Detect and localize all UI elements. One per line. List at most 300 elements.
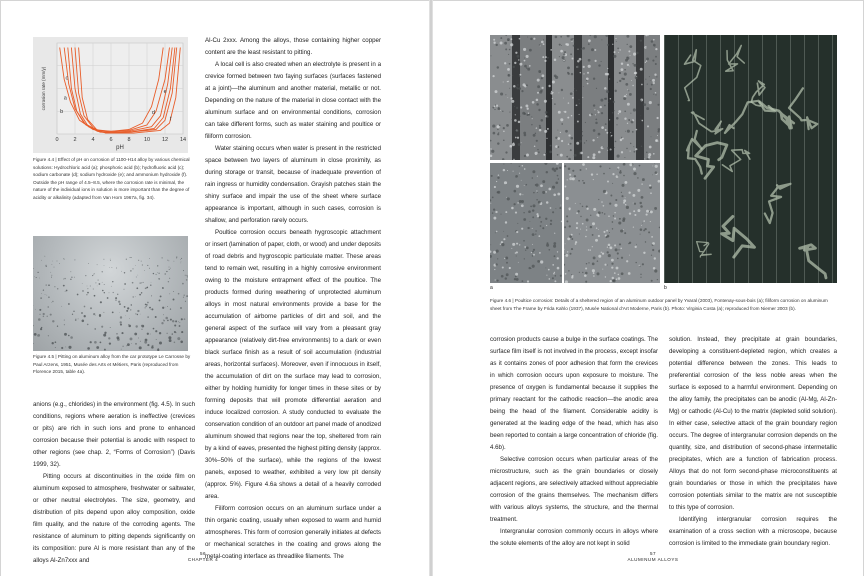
speckle-mark bbox=[596, 227, 597, 228]
speckle-mark bbox=[513, 142, 514, 143]
speckle-mark bbox=[633, 108, 636, 111]
pit-mark bbox=[174, 324, 176, 326]
speckle-mark bbox=[627, 130, 630, 133]
pit-mark bbox=[47, 316, 48, 317]
figure-4-5-pitting-photo bbox=[33, 236, 188, 351]
speckle-mark bbox=[583, 182, 585, 184]
speckle-mark bbox=[646, 152, 648, 154]
speckle-mark bbox=[655, 48, 657, 50]
speckle-mark bbox=[612, 44, 613, 45]
speckle-mark bbox=[494, 186, 496, 188]
speckle-mark bbox=[497, 133, 499, 135]
pit-mark bbox=[187, 276, 188, 277]
speckle-mark bbox=[534, 146, 536, 148]
speckle-mark bbox=[595, 114, 596, 115]
pit-mark bbox=[147, 344, 149, 346]
speckle-mark bbox=[641, 120, 643, 122]
speckle-mark bbox=[585, 122, 586, 123]
pit-mark bbox=[142, 264, 143, 265]
pit-mark bbox=[64, 333, 67, 336]
speckle-mark bbox=[624, 73, 627, 76]
pit-mark bbox=[159, 299, 161, 301]
speckle-mark bbox=[652, 165, 653, 166]
speckle-mark bbox=[617, 252, 619, 254]
speckle-mark bbox=[557, 267, 560, 270]
speckle-mark bbox=[645, 62, 646, 63]
pit-mark bbox=[149, 258, 150, 259]
speckle-mark bbox=[532, 209, 534, 211]
pit-mark bbox=[141, 329, 142, 330]
speckle-mark bbox=[527, 227, 529, 229]
speckle-mark bbox=[505, 257, 508, 260]
speckle-mark bbox=[610, 195, 612, 197]
speckle-mark bbox=[614, 244, 616, 246]
pit-mark bbox=[55, 347, 56, 348]
pit-mark bbox=[128, 324, 129, 325]
pit-mark bbox=[41, 327, 42, 328]
speckle-mark bbox=[567, 251, 568, 252]
speckle-mark bbox=[536, 213, 538, 215]
pit-mark bbox=[102, 290, 104, 292]
pit-mark bbox=[45, 294, 46, 295]
speckle-mark bbox=[574, 123, 575, 124]
speckle-mark bbox=[649, 101, 652, 104]
speckle-mark bbox=[525, 104, 528, 107]
speckle-mark bbox=[526, 67, 528, 69]
speckle-mark bbox=[652, 60, 654, 62]
speckle-mark bbox=[491, 175, 493, 177]
speckle-mark bbox=[574, 88, 575, 89]
speckle-mark bbox=[555, 137, 557, 139]
pit-mark bbox=[150, 285, 151, 286]
pit-mark bbox=[52, 261, 53, 262]
speckle-mark bbox=[528, 210, 531, 213]
pit-mark bbox=[183, 270, 184, 271]
speckle-mark bbox=[543, 39, 544, 40]
speckle-mark bbox=[569, 174, 571, 176]
pit-mark bbox=[39, 278, 40, 279]
speckle-mark bbox=[617, 82, 618, 83]
speckle-mark bbox=[544, 100, 547, 103]
speckle-mark bbox=[611, 266, 613, 268]
pit-mark bbox=[71, 277, 72, 278]
speckle-mark bbox=[624, 157, 625, 158]
speckle-mark bbox=[502, 158, 504, 160]
speckle-mark bbox=[596, 173, 598, 175]
speckle-mark bbox=[564, 226, 566, 228]
pit-mark bbox=[139, 346, 142, 349]
pit-mark bbox=[165, 307, 166, 308]
speckle-mark bbox=[540, 221, 542, 223]
speckle-mark bbox=[532, 177, 534, 179]
pit-mark bbox=[99, 314, 101, 316]
y-axis-label: corrosion rate (mm/y) bbox=[41, 66, 46, 111]
pit-mark bbox=[116, 336, 119, 339]
speckle-mark bbox=[599, 165, 601, 167]
speckle-mark bbox=[607, 181, 609, 183]
speckle-mark bbox=[505, 48, 507, 50]
pit-mark bbox=[46, 295, 47, 296]
speckle-mark bbox=[591, 113, 593, 115]
speckle-mark bbox=[517, 84, 518, 85]
speckle-mark bbox=[541, 41, 544, 44]
speckle-mark bbox=[556, 163, 559, 165]
speckle-mark bbox=[633, 146, 634, 147]
pit-mark bbox=[169, 339, 172, 342]
pit-mark bbox=[48, 306, 49, 307]
pit-mark bbox=[180, 263, 181, 264]
speckle-mark bbox=[532, 170, 535, 173]
speckle-mark bbox=[614, 272, 616, 274]
speckle-mark bbox=[603, 173, 605, 175]
speckle-mark bbox=[640, 266, 641, 267]
pit-mark bbox=[176, 257, 177, 258]
speckle-mark bbox=[621, 63, 623, 65]
speckle-mark bbox=[514, 62, 516, 64]
pit-mark bbox=[173, 261, 174, 262]
pit-mark bbox=[94, 328, 95, 329]
speckle-mark bbox=[561, 123, 563, 125]
pit-mark bbox=[126, 259, 127, 260]
speckle-mark bbox=[588, 39, 591, 42]
speckle-mark bbox=[562, 56, 565, 59]
pit-mark bbox=[141, 282, 142, 283]
speckle-mark bbox=[492, 125, 495, 128]
speckle-mark bbox=[621, 272, 624, 275]
pit-mark bbox=[87, 324, 89, 326]
speckle-mark bbox=[504, 181, 507, 184]
speckle-mark bbox=[514, 119, 517, 122]
speckle-mark bbox=[511, 38, 513, 40]
pit-mark bbox=[35, 309, 36, 310]
speckle-mark bbox=[491, 55, 492, 56]
speckle-mark bbox=[548, 85, 550, 87]
speckle-mark bbox=[623, 229, 624, 230]
pit-mark bbox=[87, 288, 88, 289]
speckle-mark bbox=[629, 45, 632, 48]
speckle-mark bbox=[595, 119, 597, 121]
speckle-mark bbox=[504, 42, 507, 45]
pit-mark bbox=[95, 282, 96, 283]
pit-mark bbox=[163, 320, 165, 322]
speckle-mark bbox=[577, 210, 579, 212]
speckle-texture bbox=[490, 163, 562, 283]
pit-mark bbox=[117, 294, 118, 295]
speckle-mark bbox=[546, 201, 549, 204]
speckle-mark bbox=[507, 170, 508, 171]
pit-mark bbox=[181, 331, 183, 333]
speckle-mark bbox=[640, 277, 641, 278]
speckle-mark bbox=[582, 223, 584, 225]
speckle-mark bbox=[535, 154, 536, 155]
speckle-mark bbox=[550, 92, 552, 94]
speckle-mark bbox=[517, 137, 519, 139]
pit-mark bbox=[135, 296, 136, 297]
speckle-mark bbox=[642, 263, 644, 265]
speckle-mark bbox=[636, 52, 639, 55]
figure-4-6-caption: Figure 4.6 | Poultice corrosion: Details of a sheltered region of an aluminum outdoor panel by Yvaral (2003), Fontenay-sous-bois (a); filiform corrosion on aluminum sheet from The Frame by Frida Kahlo (1937), Musée National d’Art Moderne, Paris (b). Photo: Virginia Costa (a); reproduced from Niemer 2003 (b). bbox=[490, 298, 828, 311]
speckle-mark bbox=[641, 146, 643, 148]
speckle-mark bbox=[649, 146, 652, 149]
speckle-mark bbox=[585, 272, 588, 275]
pitting-texture bbox=[33, 236, 188, 351]
pit-mark bbox=[141, 325, 143, 327]
speckle-mark bbox=[633, 172, 636, 175]
paragraph: solution. Instead, they precipitate at grain boundaries, developing a constituent-depleted region, which creates a potential difference between the zones. This leads to preferential corrosion of the less noble areas when the surface is exposed to a harmful environment. Depending on the alloy family, the precipitates can be anodic (Al-Mg, Al-Zn-Mg) or cathodic (Al-Cu) to the matrix (depleted solid solution). In either case, selective attack of the grain boundary region occurs. The degree of intergranular corrosion depends on the quantity, size, and distribution of second-phase intermetallic precipitates, which are a function of fabrication process. Alloys that do not form second-phase microconstituents at grain boundaries or those in which the precipitates have corrosion potentials similar to the matrix are not susceptible to this type of corrosion. bbox=[669, 336, 837, 511]
speckle-mark bbox=[650, 210, 653, 213]
speckle-mark bbox=[657, 279, 658, 280]
speckle-mark bbox=[655, 63, 657, 65]
speckle-mark bbox=[628, 243, 629, 244]
speckle-mark bbox=[657, 104, 659, 106]
pit-mark bbox=[144, 270, 145, 271]
speckle-mark bbox=[527, 37, 528, 38]
speckle-mark bbox=[624, 117, 626, 119]
speckle-mark bbox=[539, 126, 541, 128]
speckle-mark bbox=[593, 208, 596, 211]
speckle-mark bbox=[568, 134, 570, 136]
page-number: 57 bbox=[649, 551, 657, 556]
speckle-mark bbox=[564, 254, 565, 255]
speckle-mark bbox=[576, 104, 578, 106]
speckle-mark bbox=[529, 49, 532, 52]
speckle-mark bbox=[498, 107, 499, 108]
speckle-mark bbox=[629, 255, 630, 256]
speckle-mark bbox=[614, 217, 616, 219]
speckle-mark bbox=[509, 267, 510, 268]
speckle-mark bbox=[540, 184, 543, 187]
speckle-mark bbox=[551, 91, 552, 92]
pit-mark bbox=[174, 342, 176, 344]
filiform-texture bbox=[664, 35, 837, 283]
speckle-mark bbox=[561, 140, 563, 142]
pit-mark bbox=[70, 336, 73, 339]
speckle-mark bbox=[494, 105, 496, 107]
speckle-mark bbox=[618, 52, 619, 53]
speckle-mark bbox=[516, 129, 519, 132]
speckle-mark bbox=[616, 117, 619, 120]
speckle-mark bbox=[602, 212, 604, 214]
speckle-mark bbox=[565, 280, 568, 283]
speckle-mark bbox=[653, 94, 654, 95]
speckle-mark bbox=[557, 137, 560, 140]
speckle-mark bbox=[579, 103, 581, 105]
pit-mark bbox=[130, 270, 131, 271]
speckle-mark bbox=[588, 65, 591, 68]
speckle-mark bbox=[526, 55, 529, 58]
speckle-mark bbox=[560, 36, 562, 38]
speckle-mark bbox=[503, 238, 505, 240]
speckle-mark bbox=[497, 142, 499, 144]
pit-mark bbox=[153, 273, 154, 274]
speckle-mark bbox=[525, 250, 526, 251]
speckle-mark bbox=[646, 60, 647, 61]
pit-mark bbox=[88, 263, 89, 264]
pit-mark bbox=[163, 314, 164, 315]
pit-mark bbox=[39, 314, 40, 315]
speckle-mark bbox=[611, 259, 614, 262]
figure-4-4-chart bbox=[33, 37, 188, 153]
speckle-mark bbox=[549, 278, 551, 280]
speckle-mark bbox=[516, 231, 518, 233]
speckle-mark bbox=[537, 215, 539, 217]
pit-mark bbox=[98, 280, 99, 281]
speckle-mark bbox=[658, 128, 660, 131]
speckle-mark bbox=[618, 277, 621, 280]
speckle-mark bbox=[568, 143, 569, 144]
speckle-mark bbox=[616, 278, 618, 280]
pit-mark bbox=[129, 318, 130, 319]
pit-mark bbox=[138, 337, 139, 338]
speckle-mark bbox=[493, 132, 496, 135]
speckle-mark bbox=[647, 83, 648, 84]
speckle-mark bbox=[592, 234, 594, 236]
pit-mark bbox=[186, 279, 188, 281]
speckle-mark bbox=[570, 53, 572, 55]
speckle-mark bbox=[623, 199, 626, 202]
speckle-mark bbox=[629, 55, 630, 56]
speckle-mark bbox=[571, 115, 572, 116]
pit-mark bbox=[130, 257, 131, 258]
speckle-mark bbox=[589, 35, 591, 36]
pit-mark bbox=[121, 271, 122, 272]
speckle-mark bbox=[519, 244, 520, 245]
speckle-mark bbox=[592, 139, 594, 141]
speckle-mark bbox=[591, 48, 594, 51]
speckle-mark bbox=[586, 229, 588, 231]
speckle-mark bbox=[508, 74, 511, 77]
speckle-mark bbox=[527, 280, 529, 282]
speckle-mark bbox=[565, 254, 568, 257]
pit-mark bbox=[82, 290, 83, 291]
pit-mark bbox=[136, 287, 138, 289]
speckle-mark bbox=[607, 235, 610, 238]
figure-4-4-caption: Figure 4.4 | Effect of pH on corrosion of 1100-H14 alloy by various chemical solutions: Hydrochloric acid (a); phosphoric acid (b); hydrofluoric acid (c); sodium carbonate (d); sodium hydroxide (e); and ammonium hydroxide (f). Outside the pH range of 4.5–8.5, where the corrosion rate is minimal, the nature of the individual ions in solution is more important than the degree of acidity or alkalinity (adapted from Van Horn 1967a, fig. 34). bbox=[33, 157, 190, 200]
pit-mark bbox=[147, 333, 149, 335]
pit-mark bbox=[170, 319, 172, 321]
speckle-mark bbox=[609, 203, 611, 205]
speckle-mark bbox=[550, 49, 552, 51]
pit-mark bbox=[40, 328, 42, 330]
speckle-mark bbox=[600, 99, 603, 102]
filament bbox=[722, 150, 750, 172]
speckle-mark bbox=[639, 202, 641, 204]
speckle-mark bbox=[559, 207, 561, 209]
speckle-mark bbox=[550, 223, 552, 225]
speckle-mark bbox=[522, 280, 524, 282]
speckle-mark bbox=[564, 186, 566, 188]
speckle-mark bbox=[558, 92, 559, 93]
speckle-mark bbox=[557, 130, 558, 131]
speckle-mark bbox=[496, 250, 499, 253]
speckle-mark bbox=[519, 166, 520, 167]
speckle-mark bbox=[497, 280, 499, 282]
speckle-mark bbox=[519, 173, 520, 174]
speckle-mark bbox=[542, 74, 545, 77]
right-column-1-text bbox=[490, 334, 658, 550]
speckle-mark bbox=[545, 218, 547, 220]
speckle-mark bbox=[535, 133, 536, 134]
speckle-mark bbox=[515, 175, 518, 178]
pit-mark bbox=[81, 312, 83, 314]
speckle-mark bbox=[554, 103, 556, 105]
speckle-mark bbox=[532, 233, 535, 236]
pit-mark bbox=[54, 286, 55, 287]
pit-mark bbox=[180, 259, 181, 260]
speckle-mark bbox=[654, 269, 657, 272]
panel-b-label: b bbox=[664, 285, 667, 291]
pit-mark bbox=[167, 320, 169, 322]
speckle-mark bbox=[534, 206, 535, 207]
filament bbox=[722, 217, 755, 258]
speckle-mark bbox=[651, 280, 653, 282]
speckle-mark bbox=[649, 185, 651, 187]
pit-mark bbox=[115, 297, 117, 299]
pit-mark bbox=[100, 342, 102, 344]
speckle-mark bbox=[490, 148, 491, 149]
pit-mark bbox=[100, 301, 102, 303]
speckle-mark bbox=[490, 251, 491, 253]
speckle-mark bbox=[655, 171, 658, 174]
figure-4-6a-photo-bottom-left bbox=[490, 163, 562, 283]
speckle-mark bbox=[626, 57, 627, 58]
pit-mark bbox=[135, 325, 137, 327]
speckle-mark bbox=[612, 183, 613, 184]
speckle-mark bbox=[526, 84, 528, 86]
pit-mark bbox=[167, 333, 168, 334]
x-tick-label: 0 bbox=[55, 137, 59, 143]
left-column-2-text bbox=[205, 35, 381, 563]
right-footer bbox=[613, 551, 693, 563]
filament bbox=[800, 245, 826, 278]
pit-mark bbox=[75, 319, 76, 320]
filament bbox=[697, 242, 712, 257]
speckle-mark bbox=[576, 212, 578, 214]
pit-mark bbox=[181, 258, 182, 259]
speckle-mark bbox=[492, 197, 494, 199]
speckle-mark bbox=[634, 203, 636, 205]
pit-mark bbox=[90, 307, 92, 309]
speckle-mark bbox=[612, 221, 614, 223]
speckle-mark bbox=[633, 226, 634, 227]
speckle-mark bbox=[613, 279, 616, 282]
pit-mark bbox=[52, 342, 54, 344]
pit-mark bbox=[165, 273, 166, 274]
filament bbox=[726, 45, 745, 71]
speckle-mark bbox=[652, 175, 653, 176]
speckle-mark bbox=[493, 217, 496, 220]
speckle-mark bbox=[611, 135, 613, 137]
pit-mark bbox=[92, 275, 93, 276]
speckle-mark bbox=[626, 35, 629, 38]
speckle-mark bbox=[537, 176, 538, 177]
speckle-mark bbox=[565, 243, 566, 244]
pit-mark bbox=[44, 256, 45, 257]
speckle-mark bbox=[490, 199, 491, 201]
pit-mark bbox=[141, 292, 142, 293]
speckle-mark bbox=[587, 156, 589, 158]
pit-mark bbox=[181, 261, 182, 262]
speckle-mark bbox=[643, 220, 645, 222]
speckle-mark bbox=[508, 40, 509, 41]
speckle-mark bbox=[613, 215, 614, 216]
speckle-mark bbox=[652, 249, 654, 251]
speckle-mark bbox=[509, 112, 510, 113]
speckle-mark bbox=[612, 228, 613, 229]
pit-mark bbox=[121, 349, 122, 350]
pit-mark bbox=[96, 346, 99, 349]
speckle-mark bbox=[490, 244, 491, 245]
